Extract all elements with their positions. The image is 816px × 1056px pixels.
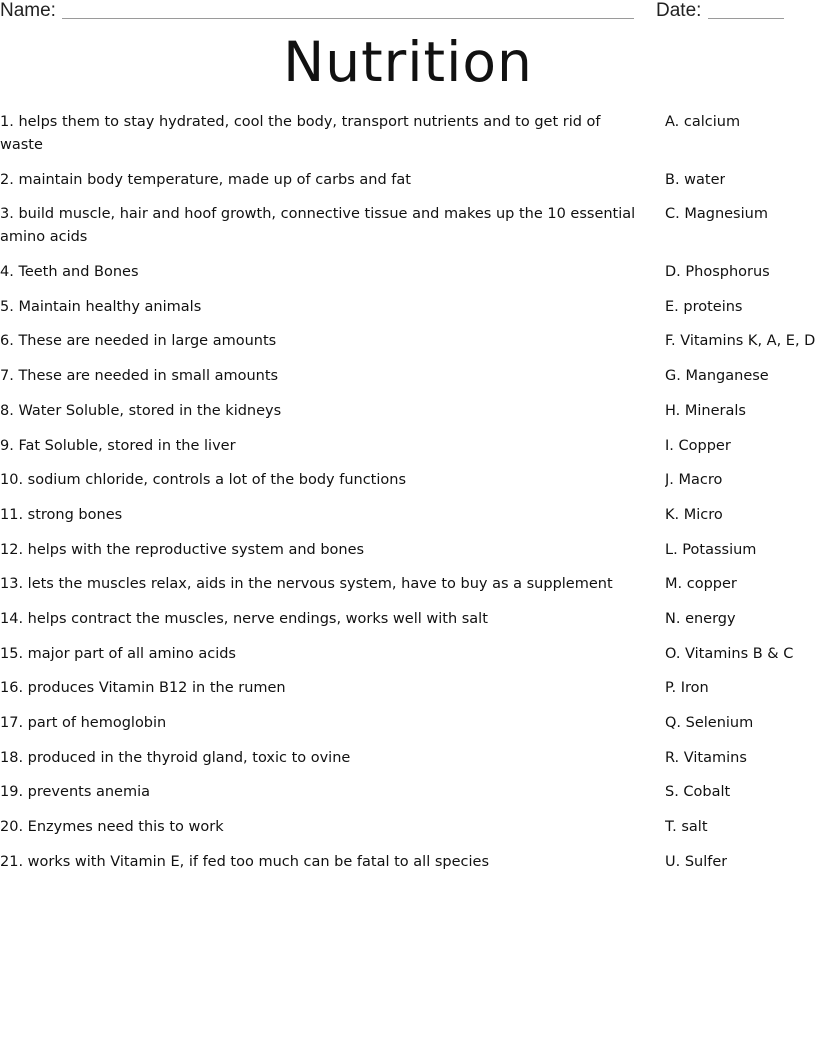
page-title: Nutrition [283,30,533,94]
answer-item: Q. Selenium [665,715,754,731]
clue-item: 2. maintain body temperature, made up of carbs and fat [0,171,411,188]
answer-item: F. Vitamins K, A, E, D [665,333,816,350]
clue-item: 5. Maintain healthy animals [0,298,202,315]
answer-item: D. Phosphorus [665,264,770,281]
answer-item: G. Manganese [665,368,769,385]
clue-list [0,111,640,885]
answer-item: I. Copper [665,437,731,454]
answer-item: C. Magnesium [665,206,768,223]
clue-item: 9. Fat Soluble, stored in the liver [0,437,236,454]
clue-item: 1. helps them to stay hydrated, cool the body, transport nutrients and to get rid of waste [0,114,601,153]
clue-item: 14. helps contract the muscles, nerve endings, works well with salt [0,610,488,627]
answer-item: P. Iron [665,680,709,697]
clue-item: 3. build muscle, hair and hoof growth, connective tissue and makes up the 10 essential amino acids [0,206,636,246]
answer-item: L. Potassium [665,541,757,558]
answer-item: A. calcium [665,114,741,130]
name-label: Name: [0,0,56,21]
clue-item: 7. These are needed in small amounts [0,368,279,385]
answer-item: O. Vitamins B & C [665,645,794,662]
clue-item: 11. strong bones [0,506,123,523]
answer-item: T. salt [665,819,708,836]
answer-item: K. Micro [665,506,723,523]
worksheet-header [0,0,816,24]
clue-item: 13. lets the muscles relax, aids in the nervous system, have to buy as a supplement [0,576,613,593]
answer-item: J. Macro [665,472,723,489]
answer-item: R. Vitamins [665,749,747,766]
clue-item: 16. produces Vitamin B12 in the rumen [0,680,286,697]
date-blank-line [708,18,784,19]
clue-item: 19. prevents anemia [0,784,151,801]
clue-item: 12. helps with the reproductive system and bones [0,541,365,558]
clue-item: 8. Water Soluble, stored in the kidneys [0,402,282,419]
clue-item: 17. part of hemoglobin [0,715,167,731]
answer-item: N. energy [665,610,736,627]
date-label: Date: [656,0,702,21]
clue-item: 18. produced in the thyroid gland, toxic to ovine [0,749,351,766]
answer-item: U. Sulfer [665,853,728,870]
answer-item: H. Minerals [665,402,746,419]
answer-item: M. copper [665,576,737,593]
clue-item: 20. Enzymes need this to work [0,819,224,836]
answer-item: S. Cobalt [665,784,731,801]
clue-item: 10. sodium chloride, controls a lot of the body functions [0,472,407,489]
clue-item: 4. Teeth and Bones [0,264,139,281]
clue-item: 15. major part of all amino acids [0,645,236,662]
answer-item: E. proteins [665,298,743,315]
clue-item: 6. These are needed in large amounts [0,333,277,350]
clue-item: 21. works with Vitamin E, if fed too much can be fatal to all species [0,853,489,870]
name-blank-line [62,18,634,19]
answer-item: B. water [665,171,726,188]
